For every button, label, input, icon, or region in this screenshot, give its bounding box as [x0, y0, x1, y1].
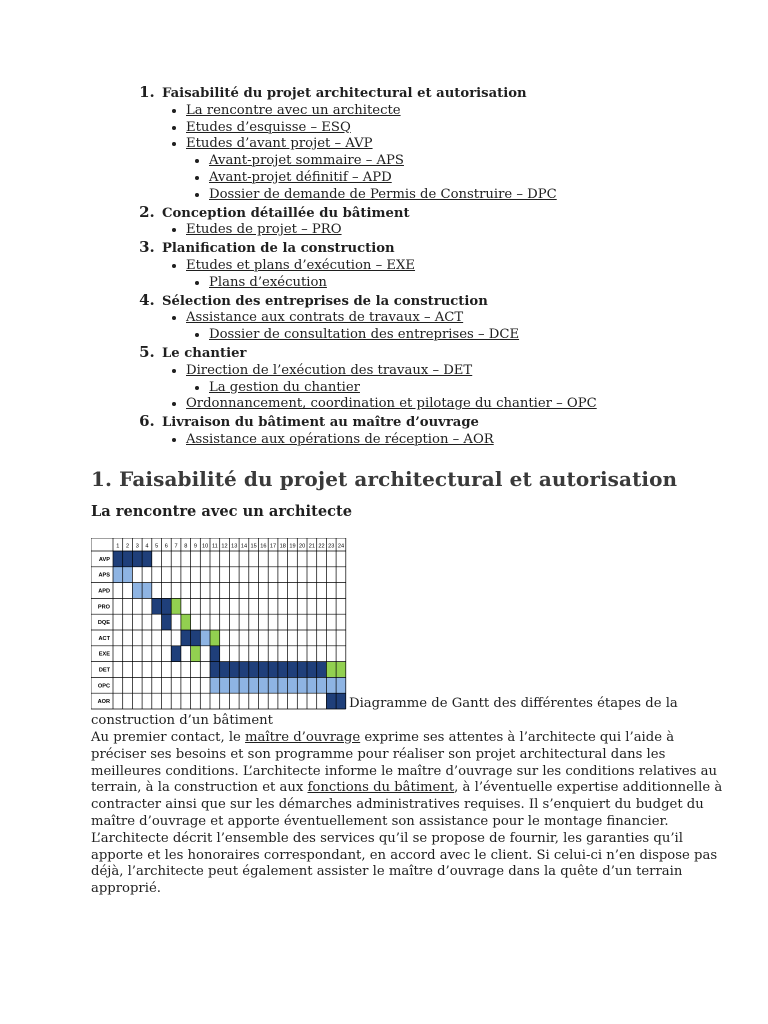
- body-paragraph: [91, 730, 723, 898]
- toc-link[interactable]: Etudes de projet – PRO: [186, 222, 342, 238]
- gantt-cell-det-13: [229, 662, 239, 678]
- gantt-row-label: APS: [98, 572, 110, 579]
- gantt-cell-opc-16: [259, 677, 269, 693]
- gantt-column-label: 13: [231, 543, 238, 550]
- gantt-cell-opc-21: [307, 677, 317, 693]
- gantt-cell-pro-5: [152, 598, 162, 614]
- gantt-column-label: 1: [116, 543, 120, 550]
- paragraph-line-8: apporte et les honoraires correspondant, en accord avec le client. Si celui-ci n’en dispose pas: [91, 847, 718, 863]
- toc-subitem: [186, 396, 760, 413]
- paragraph-line-3: meilleures conditions. L’architecte informe le maître d’ouvrage sur les conditions relatives au: [91, 763, 717, 779]
- figure-caption-head: construction d’un bâtiment: [91, 713, 273, 728]
- gantt-row-label: ACT: [98, 635, 110, 642]
- gantt-column-label: 16: [260, 543, 267, 550]
- paragraph-line-9: déjà, l’architecte peut également assister le maître d’ouvrage dans la quête d’un terrain: [91, 864, 683, 880]
- gantt-row-label: APD: [98, 588, 110, 595]
- toc-nested-item: [209, 170, 760, 187]
- toc-nested-item: [209, 327, 760, 344]
- toc-subitem: [186, 363, 760, 397]
- paragraph-line-4: terrain, à la construction et aux fonctions du bâtiment, à l’éventuelle expertise additionnelle à: [91, 780, 723, 796]
- gantt-column-label: 17: [269, 543, 277, 550]
- gantt-cell-opc-20: [297, 677, 307, 693]
- toc-subitem: [186, 258, 760, 292]
- gantt-column-label: 4: [145, 543, 149, 550]
- toc-subitem: [186, 136, 760, 203]
- gantt-column-label: 19: [289, 543, 296, 550]
- gantt-cell-opc-12: [220, 677, 230, 693]
- paragraph-line-5: contracter ainsi que sur les démarches administratives requises. Il s’enquiert du budget du: [91, 797, 704, 813]
- toc-subitem-list: [162, 432, 760, 449]
- gantt-cell-aps-2: [123, 567, 133, 583]
- gantt-cell-apd-3: [132, 583, 142, 599]
- gantt-cell-opc-19: [288, 677, 298, 693]
- toc-nested-list: [186, 327, 760, 344]
- toc-link[interactable]: Ordonnancement, coordination et pilotage du chantier – OPC: [186, 396, 597, 412]
- toc-link[interactable]: Etudes et plans d’exécution – EXE: [186, 257, 416, 273]
- gantt-column-label: 22: [318, 543, 325, 550]
- toc-nested-list: [186, 275, 760, 292]
- toc-section-title: Planification de la construction: [162, 241, 395, 257]
- gantt-cell-pro-6: [162, 598, 172, 614]
- toc-nested-item: [209, 153, 760, 170]
- gantt-column-label: 3: [135, 543, 139, 550]
- paragraph-line-1: Au premier contact, le maître d’ouvrage exprime ses attentes à l’architecte qui l’aide à: [91, 730, 675, 745]
- toc-nested-link[interactable]: La gestion du chantier: [209, 379, 360, 395]
- gantt-column-label: 2: [125, 543, 130, 550]
- toc-nested-item: [209, 275, 760, 292]
- gantt-cell-opc-23: [326, 677, 336, 693]
- gantt-cell-det-23: [326, 662, 336, 678]
- gantt-row-label: AOR: [97, 699, 110, 706]
- toc-subitem-list: [162, 363, 760, 413]
- gantt-column-label: 12: [221, 543, 228, 550]
- gantt-row-label: DQE: [97, 620, 110, 627]
- gantt-column-label: 5: [155, 543, 159, 550]
- toc-nested-link[interactable]: Avant-projet définitif – APD: [209, 169, 392, 185]
- gantt-row-label: AVP: [98, 556, 110, 563]
- gantt-cell-aor-23: [326, 693, 336, 709]
- gantt-cell-avp-2: [123, 551, 133, 567]
- gantt-cell-det-18: [278, 662, 288, 678]
- paragraph-line-6: maître d’ouvrage et apporte éventuellement son assistance pour le montage financier.: [91, 813, 669, 829]
- toc-link[interactable]: Etudes d’avant projet – AVP: [186, 136, 373, 152]
- toc-subitem: [186, 310, 760, 344]
- gantt-cell-exe-7: [171, 646, 181, 662]
- gantt-cell-det-16: [259, 662, 269, 678]
- toc-section: [160, 84, 760, 204]
- toc-section: [160, 344, 760, 413]
- gantt-cell-det-11: [210, 662, 220, 678]
- gantt-cell-opc-24: [336, 677, 346, 693]
- toc-subitem-list: [162, 310, 760, 344]
- toc-link[interactable]: Etudes d’esquisse – ESQ: [186, 119, 351, 135]
- table-of-contents: [110, 84, 760, 449]
- toc-nested-link[interactable]: Dossier de demande de Permis de Construire – DPC: [209, 186, 557, 202]
- toc-section-title: Conception détaillée du bâtiment: [162, 205, 410, 221]
- gantt-cell-act-9: [191, 630, 201, 646]
- gantt-cell-opc-13: [229, 677, 239, 693]
- gantt-cell-det-17: [268, 662, 278, 678]
- toc-subitem: [186, 120, 760, 137]
- section-heading: 1. Faisabilité du projet architectural et autorisation: [91, 467, 678, 491]
- gantt-row-label: EXE: [98, 651, 110, 658]
- gantt-column-label: 18: [279, 543, 286, 550]
- gantt-cell-opc-18: [278, 677, 288, 693]
- toc-section-title: Le chantier: [162, 345, 247, 361]
- toc-subitem: [186, 432, 760, 449]
- figure-caption-tail: Diagramme de Gantt des différentes étapes de la: [349, 696, 678, 711]
- toc-section: [160, 413, 760, 449]
- paragraph-line-10: approprié.: [91, 881, 161, 897]
- gantt-cell-opc-14: [239, 677, 249, 693]
- gantt-cell-avp-4: [142, 551, 152, 567]
- gantt-cell-pro-7: [171, 598, 181, 614]
- gantt-column-label: 24: [337, 543, 345, 550]
- toc-nested-list: [186, 153, 760, 203]
- gantt-cell-opc-11: [210, 677, 220, 693]
- gantt-cell-det-15: [249, 662, 259, 678]
- gantt-cell-exe-9: [191, 646, 201, 662]
- gantt-column-label: 14: [240, 543, 248, 550]
- fonctions-batiment-link[interactable]: fonctions du bâtiment: [307, 780, 455, 796]
- gantt-chart: [91, 538, 351, 710]
- gantt-cell-act-10: [200, 630, 210, 646]
- toc-nested-link[interactable]: Plans d’exécution: [209, 274, 327, 290]
- gantt-cell-det-21: [307, 662, 317, 678]
- gantt-column-label: 10: [202, 543, 209, 550]
- gantt-cell-dqe-6: [162, 614, 172, 630]
- gantt-cell-det-19: [288, 662, 298, 678]
- toc-link[interactable]: Direction de l’exécution des travaux – DET: [186, 362, 473, 378]
- toc-link[interactable]: Assistance aux contrats de travaux – ACT: [186, 310, 464, 326]
- toc-section: [160, 292, 760, 344]
- gantt-row-label: PRO: [97, 604, 110, 611]
- gantt-column-label: 15: [250, 543, 257, 550]
- toc-link[interactable]: La rencontre avec un architecte: [186, 102, 401, 118]
- toc-link[interactable]: Assistance aux opérations de réception – AOR: [186, 431, 494, 447]
- gantt-cell-opc-15: [249, 677, 259, 693]
- paragraph-line-2: préciser ses besoins et son programme pour réaliser son projet architectural dans les: [91, 746, 666, 762]
- toc-subitem-list: [162, 258, 760, 292]
- toc-nested-link[interactable]: Dossier de consultation des entreprises – DCE: [209, 327, 520, 343]
- gantt-column-label: 9: [193, 543, 198, 550]
- toc-section-title: Faisabilité du projet architectural et autorisation: [162, 86, 527, 101]
- toc-section-title: Livraison du bâtiment au maître d’ouvrage: [162, 415, 479, 431]
- gantt-cell-aps-1: [113, 567, 123, 583]
- sub-heading: La rencontre avec un architecte: [91, 503, 353, 520]
- gantt-row-label: DET: [98, 667, 110, 674]
- toc-section: [160, 204, 760, 240]
- gantt-row-label: OPC: [97, 683, 110, 690]
- gantt-cell-det-12: [220, 662, 230, 678]
- gantt-cell-det-24: [336, 662, 346, 678]
- toc-section: [160, 239, 760, 291]
- gantt-cell-act-11: [210, 630, 220, 646]
- gantt-column-label: 11: [211, 543, 218, 550]
- gantt-cell-apd-4: [142, 583, 152, 599]
- toc-subitem-list: [162, 103, 760, 204]
- paragraph-line-7: L’architecte décrit l’ensemble des services qu’il se propose de fournir, les garanties qu’il: [91, 830, 683, 846]
- toc-subitem: [186, 103, 760, 120]
- gantt-cell-avp-1: [113, 551, 123, 567]
- gantt-column-label: 23: [328, 543, 335, 550]
- gantt-column-label: 20: [299, 543, 306, 550]
- gantt-column-label: 21: [308, 543, 315, 550]
- gantt-cell-act-8: [181, 630, 191, 646]
- toc-subitem-list: [162, 222, 760, 239]
- gantt-cell-aor-24: [336, 693, 346, 709]
- toc-subitem: [186, 222, 760, 239]
- maitre-ouvrage-link[interactable]: maître d’ouvrage: [245, 730, 361, 745]
- gantt-chart-container: [91, 538, 351, 714]
- gantt-cell-det-20: [297, 662, 307, 678]
- gantt-cell-det-14: [239, 662, 249, 678]
- gantt-column-label: 7: [174, 543, 178, 550]
- toc-section-title: Sélection des entreprises de la construction: [162, 293, 488, 309]
- gantt-cell-opc-22: [317, 677, 327, 693]
- toc-nested-item: [209, 380, 760, 397]
- gantt-cell-avp-3: [132, 551, 142, 567]
- toc-nested-link[interactable]: Avant-projet sommaire – APS: [209, 153, 404, 169]
- gantt-cell-opc-17: [268, 677, 278, 693]
- gantt-cell-det-22: [317, 662, 327, 678]
- toc-nested-item: [209, 187, 760, 204]
- gantt-column-label: 6: [164, 543, 168, 550]
- gantt-column-label: 8: [184, 543, 188, 550]
- gantt-cell-dqe-8: [181, 614, 191, 630]
- gantt-cell-exe-11: [210, 646, 220, 662]
- toc-nested-list: [186, 380, 760, 397]
